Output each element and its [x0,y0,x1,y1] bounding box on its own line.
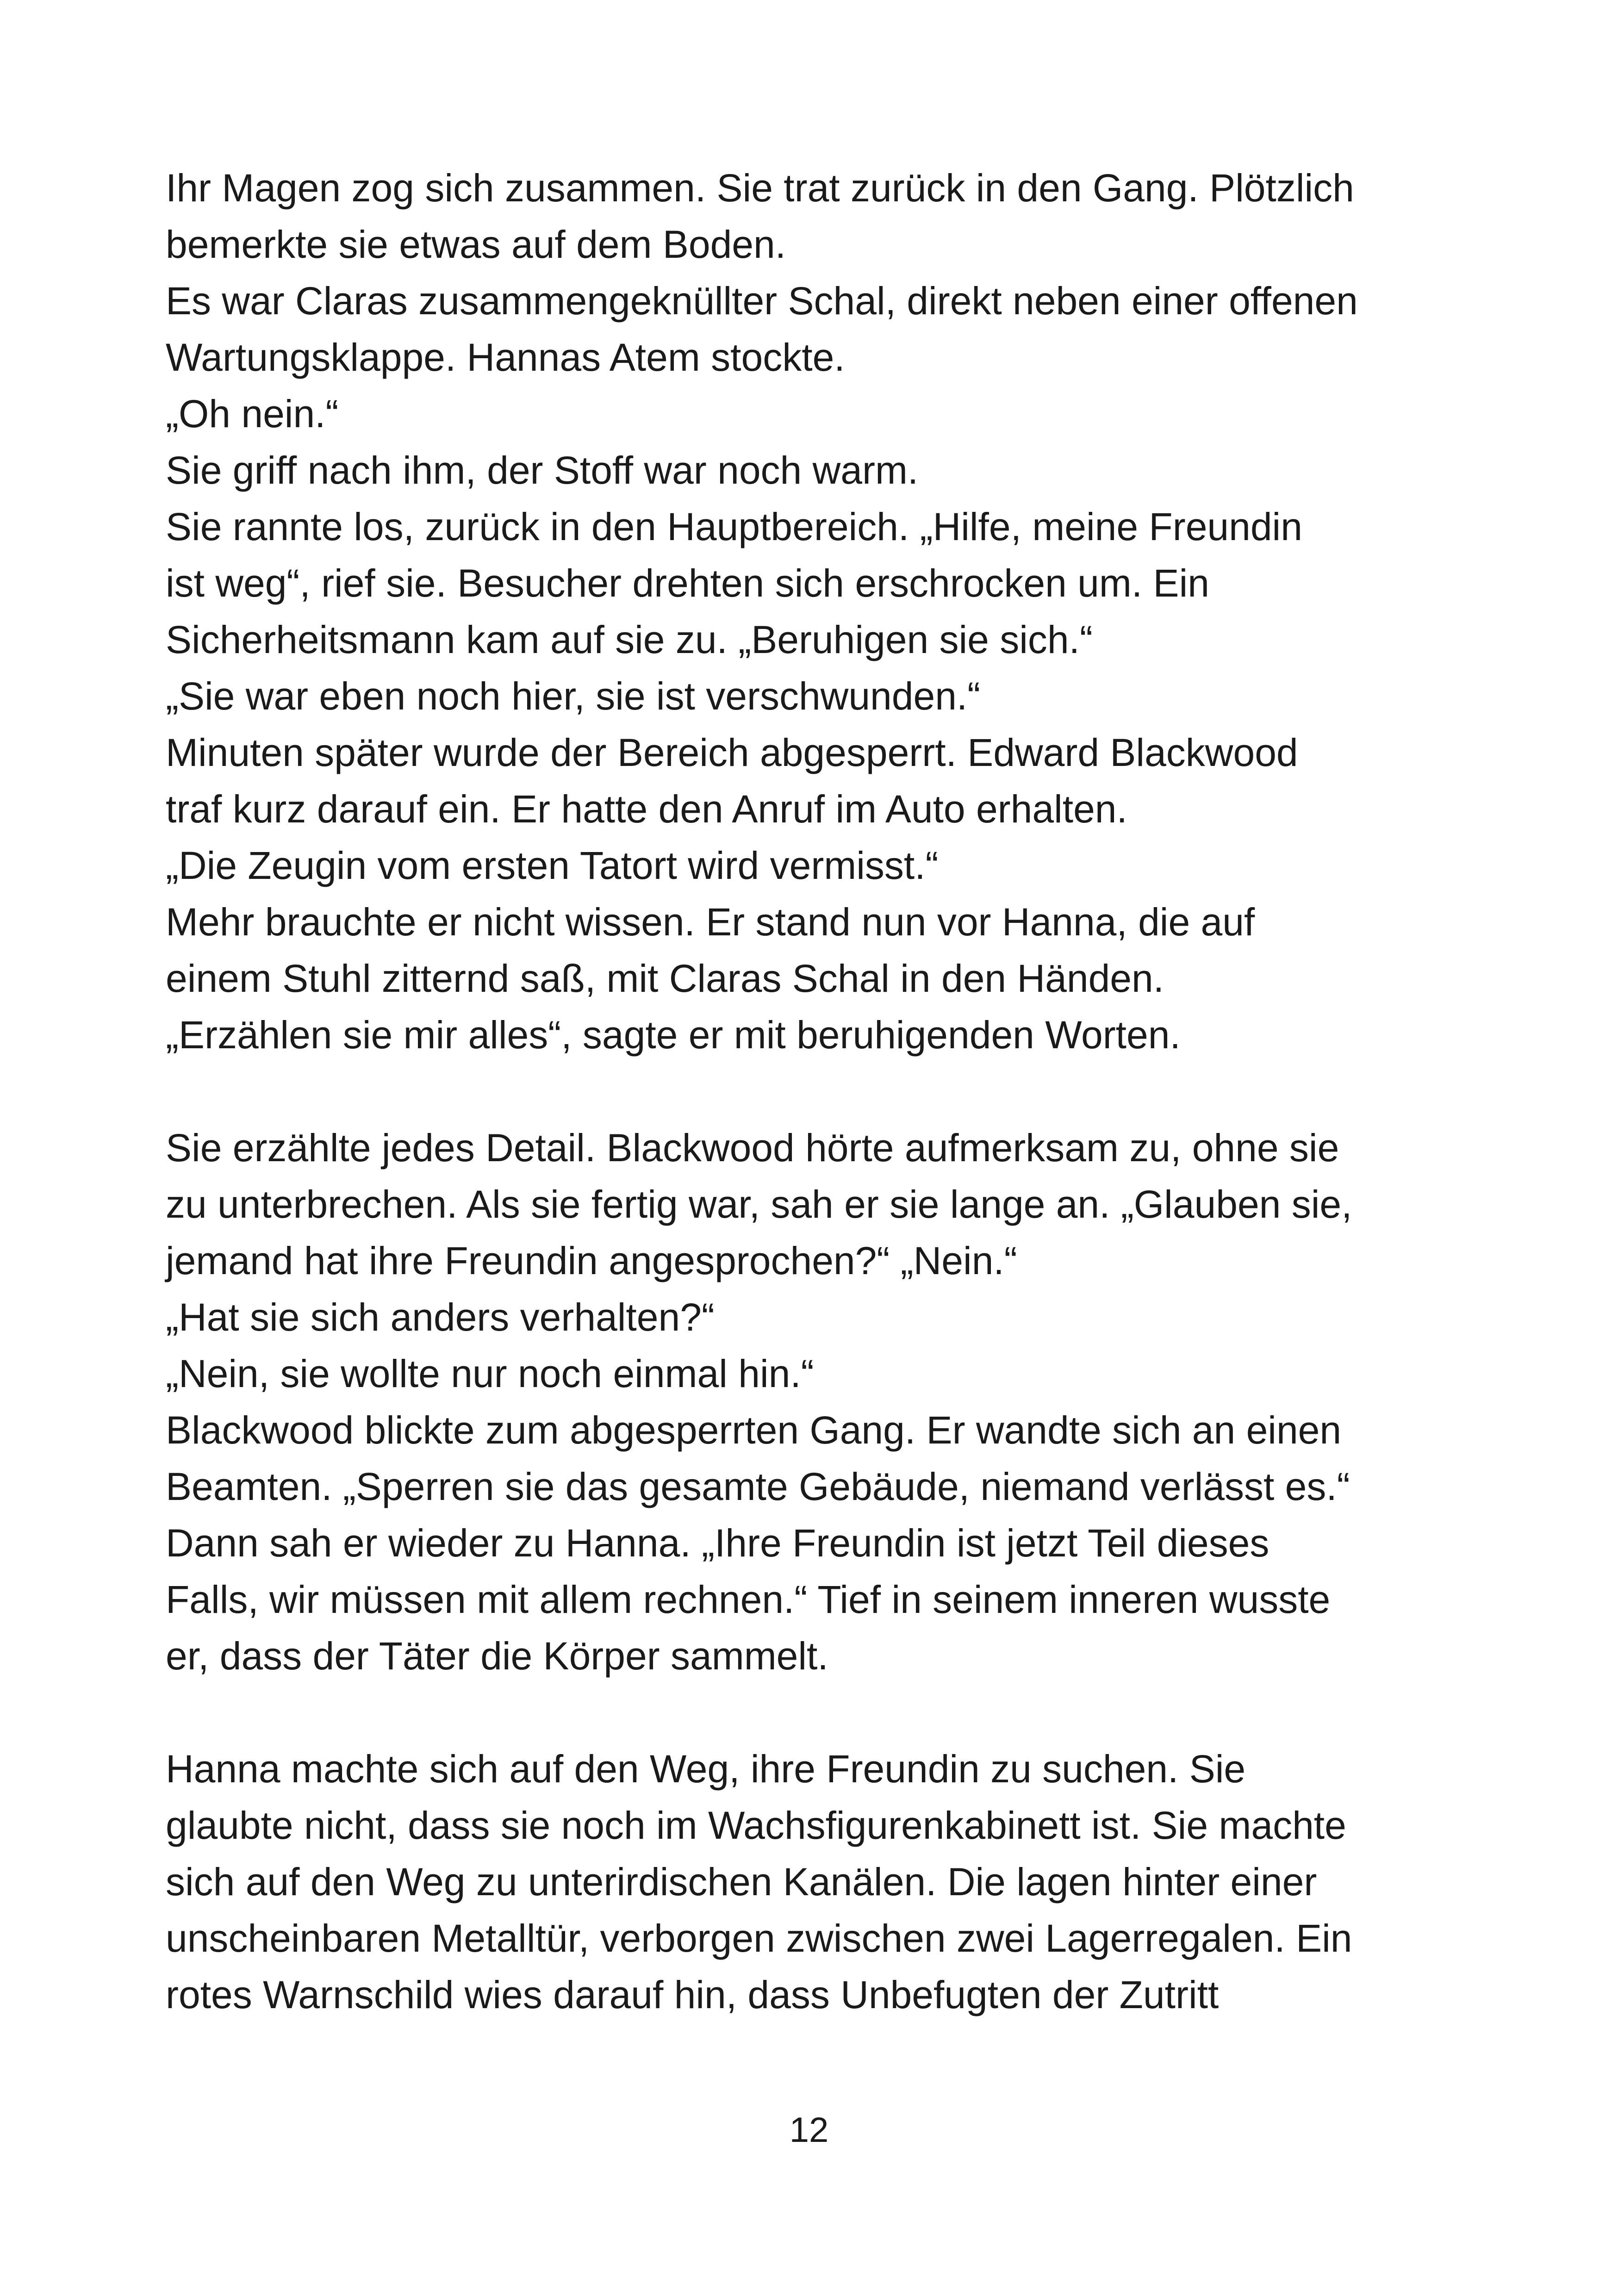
paragraph-gap [166,1684,1462,1741]
text-line: einem Stuhl zitternd saß, mit Claras Schal in den Händen. [166,957,1164,1000]
text-line: Mehr brauchte er nicht wissen. Er stand nun vor Hanna, die auf [166,900,1255,944]
text-line: Dann sah er wieder zu Hanna. „Ihre Freundin ist jetzt Teil dieses [166,1521,1270,1565]
text-line: „Oh nein.“ [166,392,339,436]
text-line: Hanna machte sich auf den Weg, ihre Freundin zu suchen. Sie [166,1747,1246,1791]
text-line: Wartungsklappe. Hannas Atem stockte. [166,336,845,379]
text-line: Sie erzählte jedes Detail. Blackwood hörte aufmerksam zu, ohne sie [166,1126,1339,1170]
paragraph-gap [166,1063,1462,1120]
text-line: Beamten. „Sperren sie das gesamte Gebäude, niemand verlässt es.“ [166,1465,1350,1508]
text-line: Sicherheitsmann kam auf sie zu. „Beruhigen sie sich.“ [166,618,1093,661]
paragraph [166,1120,1462,1684]
paragraph [166,160,1462,1063]
text-line: rotes Warnschild wies darauf hin, dass Unbefugten der Zutritt [166,1973,1219,2016]
text-line: bemerkte sie etwas auf dem Boden. [166,223,786,266]
text-line: Falls, wir müssen mit allem rechnen.“ Tief in seinem inneren wusste [166,1578,1331,1621]
text-line: glaubte nicht, dass sie noch im Wachsfigurenkabinett ist. Sie machte [166,1804,1346,1847]
text-line: „Erzählen sie mir alles“, sagte er mit beruhigenden Worten. [166,1013,1181,1057]
body-text [166,160,1462,2023]
text-line: Minuten später wurde der Bereich abgesperrt. Edward Blackwood [166,731,1298,774]
text-line: Ihr Magen zog sich zusammen. Sie trat zurück in den Gang. Plötzlich [166,166,1354,210]
text-line: Es war Claras zusammengeknüllter Schal, direkt neben einer offenen [166,279,1358,323]
text-line: Sie griff nach ihm, der Stoff war noch warm. [166,448,919,492]
text-line: „Sie war eben noch hier, sie ist verschwunden.“ [166,674,981,718]
text-line: traf kurz darauf ein. Er hatte den Anruf im Auto erhalten. [166,787,1127,831]
text-line: sich auf den Weg zu unterirdischen Kanälen. Die lagen hinter einer [166,1860,1317,1904]
text-line: unscheinbaren Metalltür, verborgen zwischen zwei Lagerregalen. Ein [166,1916,1352,1960]
paragraph [166,1741,1462,2023]
text-line: er, dass der Täter die Körper sammelt. [166,1634,828,1678]
text-line: zu unterbrechen. Als sie fertig war, sah er sie lange an. „Glauben sie, [166,1182,1352,1226]
text-line: Blackwood blickte zum abgesperrten Gang. Er wandte sich an einen [166,1408,1342,1452]
text-line: jemand hat ihre Freundin angesprochen?“ „Nein.“ [166,1239,1017,1282]
page-number: 12 [789,2110,829,2150]
text-line: ist weg“, rief sie. Besucher drehten sich erschrocken um. Ein [166,561,1209,605]
text-line: „Die Zeugin vom ersten Tatort wird vermisst.“ [166,844,939,887]
text-line: „Nein, sie wollte nur noch einmal hin.“ [166,1352,814,1395]
text-line: „Hat sie sich anders verhalten?“ [166,1295,715,1339]
text-line: Sie rannte los, zurück in den Hauptbereich. „Hilfe, meine Freundin [166,505,1302,548]
